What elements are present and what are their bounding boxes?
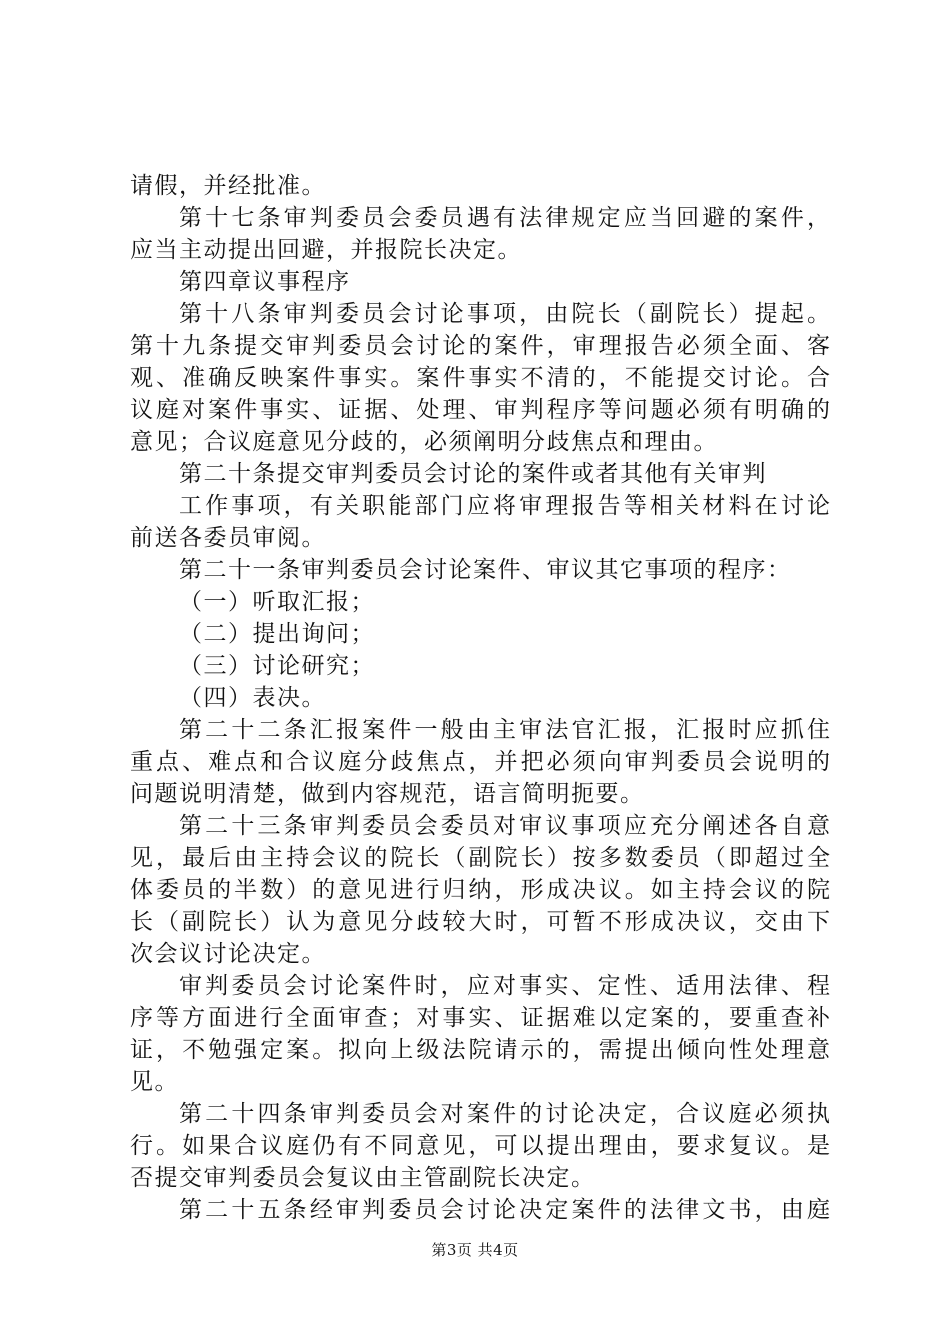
text-line: 第十八条审判委员会讨论事项，由院长（副院长）提起。 (179, 301, 830, 327)
text-line: 序等方面进行全面审查；对事实、证据难以定案的，要重查补 (130, 1005, 830, 1031)
text-line: 问题说明清楚，做到内容规范，语言简明扼要。 (130, 781, 645, 807)
text-line: 观、准确反映案件事实。案件事实不清的，不能提交讨论。合 (130, 365, 830, 391)
chapter-heading: 第四章议事程序 (179, 269, 351, 295)
text-line: 第十七条审判委员会委员遇有法律规定应当回避的案件， (179, 205, 830, 231)
text-line: 见，最后由主持会议的院长（副院长）按多数委员（即超过全 (130, 845, 830, 871)
text-line: 第二十三条审判委员会委员对审议事项应充分阐述各自意 (179, 813, 830, 839)
text-line: 否提交审判委员会复议由主管副院长决定。 (130, 1165, 596, 1191)
text-line: 次会议讨论决定。 (130, 941, 326, 967)
text-line: 第二十四条审判委员会对案件的讨论决定，合议庭必须执 (179, 1101, 830, 1127)
text-line: 工作事项，有关职能部门应将审理报告等相关材料在讨论 (179, 493, 830, 519)
text-line: 意见；合议庭意见分歧的，必须阐明分歧焦点和理由。 (130, 429, 718, 455)
text-line: 行。如果合议庭仍有不同意见，可以提出理由，要求复议。是 (130, 1133, 830, 1159)
text-line: 第二十二条汇报案件一般由主审法官汇报，汇报时应抓住 (179, 717, 830, 743)
text-line: 第二十一条审判委员会讨论案件、审议其它事项的程序： (179, 557, 792, 583)
text-line: 审判委员会讨论案件时，应对事实、定性、适用法律、程 (179, 973, 830, 999)
list-item: （三）讨论研究； (179, 653, 375, 679)
text-line: 议庭对案件事实、证据、处理、审判程序等问题必须有明确的 (130, 397, 830, 423)
list-item: （四）表决。 (179, 685, 326, 711)
list-item: （二）提出询问； (179, 621, 375, 647)
text-line: 前送各委员审阅。 (130, 525, 326, 551)
text-line: 体委员的半数）的意见进行归纳，形成决议。如主持会议的院 (130, 877, 830, 903)
text-line: 第二十条提交审判委员会讨论的案件或者其他有关审判 (179, 461, 767, 487)
text-line: 证，不勉强定案。拟向上级法院请示的，需提出倾向性处理意 (130, 1037, 830, 1063)
text-line: 请假，并经批准。 (130, 173, 326, 199)
document-body (130, 170, 830, 1226)
text-line: 第十九条提交审判委员会讨论的案件，审理报告必须全面、客 (130, 333, 830, 359)
page-number-label: 第3页 共4页 (431, 1241, 519, 1259)
text-line: 应当主动提出回避，并报院长决定。 (130, 237, 522, 263)
text-line: 第二十五条经审判委员会讨论决定案件的法律文书，由庭 (179, 1197, 830, 1223)
list-item: （一）听取汇报； (179, 589, 375, 615)
text-line: 重点、难点和合议庭分歧焦点，并把必须向审判委员会说明的 (130, 749, 830, 775)
page-footer (0, 1240, 950, 1260)
text-line: 见。 (130, 1069, 179, 1095)
text-line: 长（副院长）认为意见分歧较大时，可暂不形成决议，交由下 (130, 909, 830, 935)
